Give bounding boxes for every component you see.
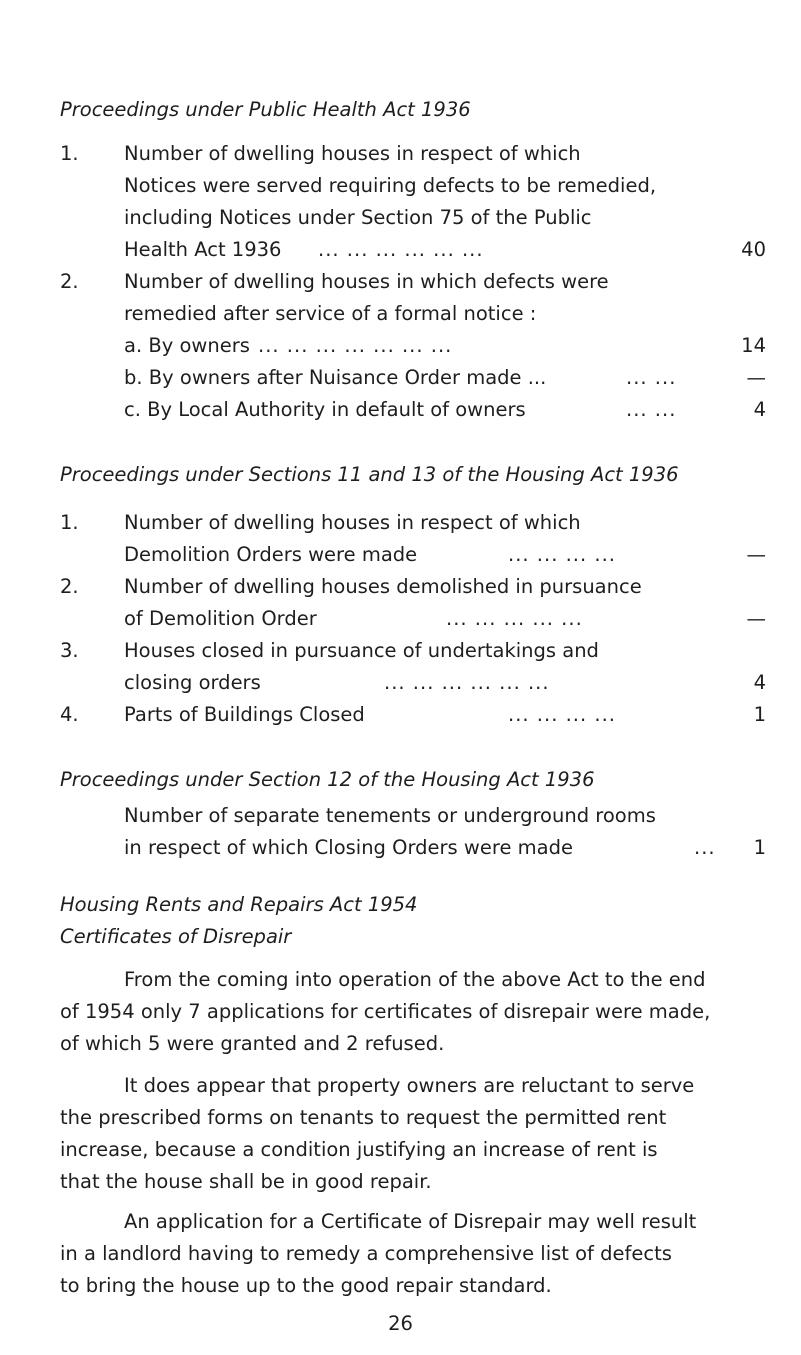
- paragraph-line: From the coming into operation of the above Act to the end: [124, 968, 706, 991]
- item-number: 2.: [60, 270, 79, 293]
- item-value: 1: [753, 836, 766, 859]
- leader-dots: ... ... ... ... ...: [446, 607, 583, 630]
- subitem-value: 14: [741, 334, 766, 357]
- subitem-value: 4: [753, 398, 766, 421]
- item-value: 4: [753, 671, 766, 694]
- item-text-line: closing orders: [124, 671, 261, 694]
- item-value: —: [746, 543, 766, 566]
- item-number: 1.: [60, 142, 79, 165]
- item-text-line: Demolition Orders were made: [124, 543, 418, 566]
- leader-dots: ...: [694, 836, 716, 859]
- paragraph-line: the prescribed forms on tenants to request the permitted rent: [60, 1106, 667, 1129]
- item-text-line: Number of dwelling houses in which defects were: [124, 270, 609, 293]
- item-value: —: [746, 607, 766, 630]
- paragraph-line: increase, because a condition justifying an increase of rent is: [60, 1138, 658, 1161]
- item-number: 3.: [60, 639, 79, 662]
- item-text-line: of Demolition Order: [124, 607, 317, 630]
- page-number: 26: [388, 1312, 413, 1335]
- section-heading-rents-repairs: Housing Rents and Repairs Act 1954: [60, 893, 418, 916]
- paragraph-line: to bring the house up to the good repair standard.: [60, 1274, 552, 1297]
- paragraph-line: An application for a Certificate of Disrepair may well result: [124, 1210, 697, 1233]
- item-text-line: Parts of Buildings Closed: [124, 703, 365, 726]
- leader-dots: ... ... ... ... ... ...: [318, 238, 484, 261]
- item-number: 2.: [60, 575, 79, 598]
- paragraph-line: of 1954 only 7 applications for certificates of disrepair were made,: [60, 1000, 711, 1023]
- item-text-line: Number of dwelling houses in respect of which: [124, 511, 581, 534]
- item-text-line: Health Act 1936: [124, 238, 282, 261]
- item-value: 1: [753, 703, 766, 726]
- leader-dots: ... ... ... ... ... ...: [384, 671, 550, 694]
- item-text-line: Number of dwelling houses in respect of which: [124, 142, 581, 165]
- subitem-label: b. By owners after Nuisance Order made ...: [124, 366, 547, 389]
- leader-dots: ... ...: [626, 366, 677, 389]
- item-text-line: Houses closed in pursuance of undertakings and: [124, 639, 599, 662]
- paragraph-line: It does appear that property owners are reluctant to serve: [124, 1074, 695, 1097]
- leader-dots: ... ... ... ...: [508, 703, 616, 726]
- subitem-label: a. By owners: [124, 334, 250, 357]
- item-text-line: Notices were served requiring defects to be remedied,: [124, 174, 657, 197]
- paragraph-line: of which 5 were granted and 2 refused.: [60, 1032, 445, 1055]
- subitem-value: —: [746, 366, 766, 389]
- leader-dots: ... ... ... ... ... ... ...: [258, 334, 453, 357]
- leader-dots: ... ... ... ...: [508, 543, 616, 566]
- leader-dots: ... ...: [626, 398, 677, 421]
- paragraph-line: that the house shall be in good repair.: [60, 1170, 432, 1193]
- item-text-line: remedied after service of a formal notice :: [124, 302, 537, 325]
- paragraph-line: in a landlord having to remedy a comprehensive list of defects: [60, 1242, 672, 1265]
- subitem-label: c. By Local Authority in default of owners: [124, 398, 526, 421]
- item-value: 40: [741, 238, 766, 261]
- section-heading-housing-12: Proceedings under Section 12 of the Housing Act 1936: [60, 768, 595, 791]
- item-number: 4.: [60, 703, 79, 726]
- item-text-line: including Notices under Section 75 of the Public: [124, 206, 592, 229]
- section-subheading-certificates: Certificates of Disrepair: [60, 925, 292, 948]
- item-number: 1.: [60, 511, 79, 534]
- item-text-line: Number of separate tenements or underground rooms: [124, 804, 656, 827]
- item-text-line: in respect of which Closing Orders were made: [124, 836, 573, 859]
- item-text-line: Number of dwelling houses demolished in pursuance: [124, 575, 642, 598]
- section-heading-public-health: Proceedings under Public Health Act 1936: [60, 98, 471, 121]
- section-heading-housing-11-13: Proceedings under Sections 11 and 13 of the Housing Act 1936: [60, 463, 679, 486]
